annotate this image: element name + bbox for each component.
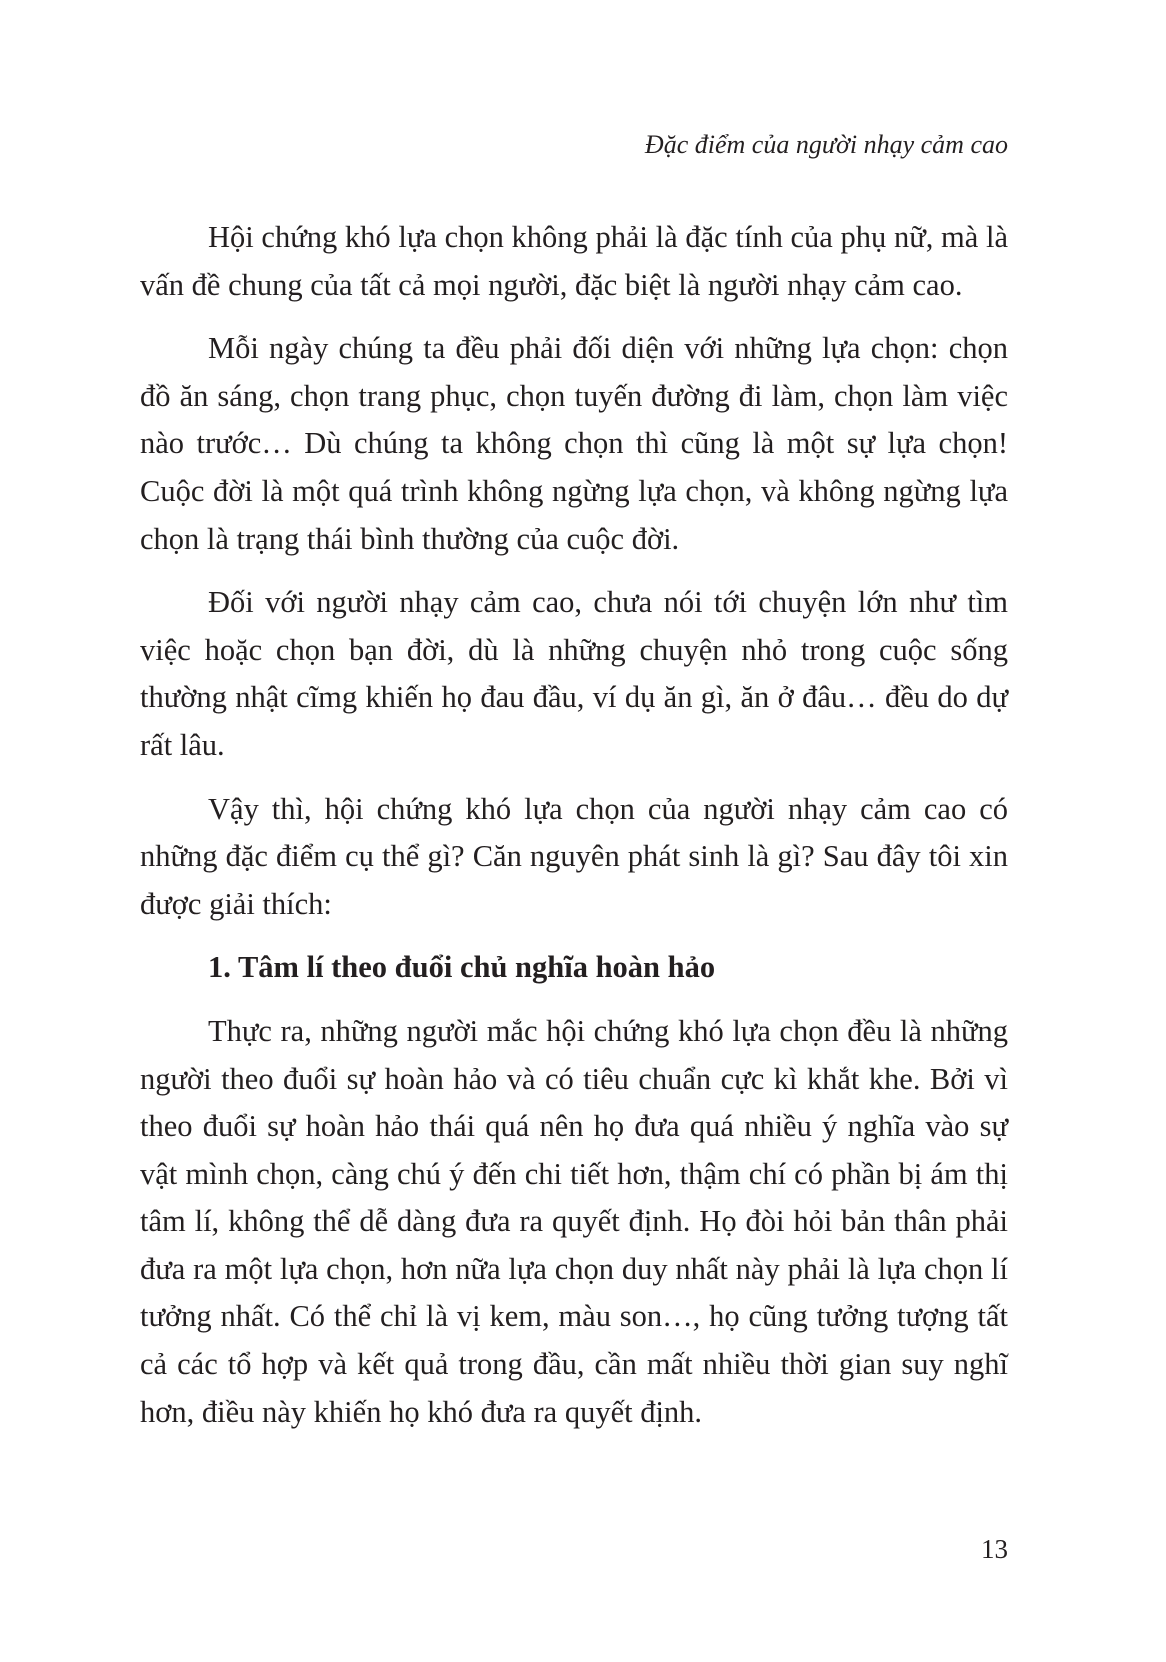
paragraph-3: Đối với người nhạy cảm cao, chưa nói tới chuyện lớn như tìm việc hoặc chọn bạn đời, dù là những chuyện nhỏ trong cuộc sống thường nhật cĩmg khiến họ đau đầu, ví dụ ăn gì, ăn ở đâu… đều do dự rất lâu. xyxy=(140,585,1008,762)
section-heading: 1. Tâm lí theo đuổi chủ nghĩa hoàn hảo xyxy=(208,950,716,985)
page-number: 13 xyxy=(981,1534,1008,1564)
paragraph-4: Vậy thì, hội chứng khó lựa chọn của người nhạy cảm cao có những đặc điểm cụ thể gì? Căn nguyên phát sinh là gì? Sau đây tôi xin được giải thích: xyxy=(140,791,1008,921)
section-paragraph: Thực ra, những người mắc hội chứng khó lựa chọn đều là những người theo đuổi sự hoàn hảo và có tiêu chuẩn cực kì khắt khe. Bởi vì theo đuổi sự hoàn hảo thái quá nên họ đưa quá nhiều ý nghĩa vào sự vật mình chọn, càng chú ý đến chi tiết hơn, thậm chí có phần bị ám thị tâm lí, không thể dễ dàng đưa ra quyết định. Họ đòi hỏi bản thân phải đưa ra một lựa chọn, hơn nữa lựa chọn duy nhất này phải là lựa chọn lí tưởng nhất. Có thể chỉ là vị kem, màu son…, họ cũng tưởng tượng tất cả các tổ hợp và kết quả trong đầu, cần mất nhiều thời gian suy nghĩ hơn, điều này khiến họ khó đưa ra quyết định. xyxy=(140,1013,1008,1429)
running-head: Đặc điểm của người nhạy cảm cao xyxy=(644,130,1008,159)
body-text xyxy=(140,214,1008,1452)
paragraph-2: Mỗi ngày chúng ta đều phải đối diện với những lựa chọn: chọn đồ ăn sáng, chọn trang phục, chọn tuyến đường đi làm, chọn làm việc nào trước… Dù chúng ta không chọn thì cũng là một sự lựa chọn! Cuộc đời là một quá trình không ngừng lựa chọn, và không ngừng lựa chọn là trạng thái bình thường của cuộc đời. xyxy=(140,331,1008,556)
paragraph-1: Hội chứng khó lựa chọn không phải là đặc tính của phụ nữ, mà là vấn đề chung của tất cả mọi người, đặc biệt là người nhạy cảm cao. xyxy=(140,220,1008,302)
